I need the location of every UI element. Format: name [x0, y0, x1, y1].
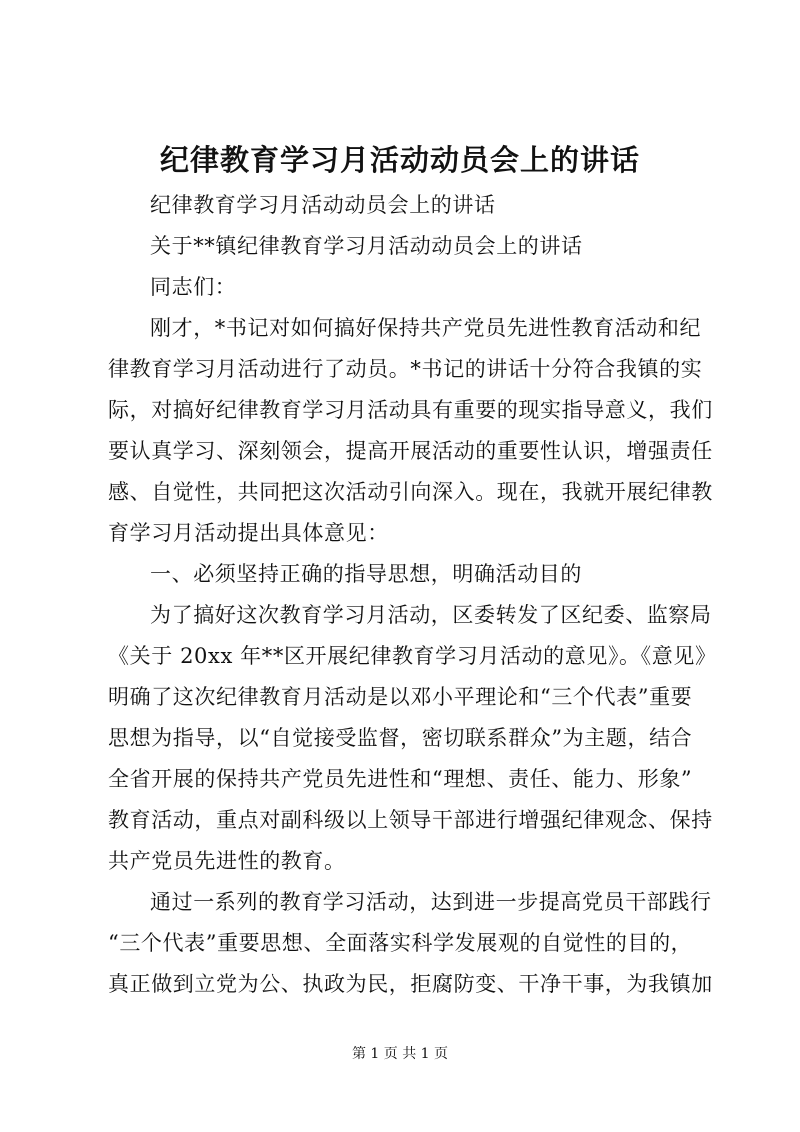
- body-text-line: 育学习月活动提出具体意见：: [108, 521, 389, 545]
- body-text-line: 感、自觉性，共同把这次活动引向深入。现在，我就开展纪律教: [108, 480, 713, 504]
- body-text-line: 思想为指导，以“自觉接受监督，密切联系群众”为主题，结合: [108, 726, 693, 750]
- body-text-line: 律教育学习月活动进行了动员。*书记的讲话十分符合我镇的实: [108, 357, 703, 381]
- body-text-line: 为了搞好这次教育学习月活动，区委转发了区纪委、监察局: [150, 603, 712, 627]
- subtitle-line: 关于**镇纪律教育学习月活动动员会上的讲话: [150, 234, 583, 258]
- salutation-line: 同志们：: [150, 275, 237, 299]
- body-text-line: 刚才，*书记对如何搞好保持共产党员先进性教育活动和纪: [150, 316, 702, 340]
- subtitle-line: 纪律教育学习月活动动员会上的讲话: [150, 193, 496, 217]
- body-text-line: 《关于 20xx 年**区开展纪律教育学习月活动的意见》。《意见》: [108, 644, 717, 668]
- body-text-line: 真正做到立党为公、执政为民，拒腐防变、干净干事，为我镇加: [108, 972, 713, 996]
- body-text-line: 际，对搞好纪律教育学习月活动具有重要的现实指导意义，我们: [108, 398, 713, 422]
- document-title: 纪律教育学习月活动动员会上的讲话: [159, 143, 640, 177]
- body-text-line: 明确了这次纪律教育月活动是以邓小平理论和“三个代表”重要: [108, 685, 693, 709]
- body-text-line: 要认真学习、深刻领会，提高开展活动的重要性认识，增强责任: [108, 439, 713, 463]
- page-number-footer: 第 1 页 共 1 页: [351, 1046, 449, 1062]
- body-text-line: 全省开展的保持共产党员先进性和“理想、责任、能力、形象”: [108, 767, 693, 791]
- body-text-line: 教育活动，重点对副科级以上领导干部进行增强纪律观念、保持: [108, 808, 713, 832]
- body-text-line: “三个代表”重要思想、全面落实科学发展观的自觉性的目的，: [108, 931, 693, 955]
- body-text-line: 共产党员先进性的教育。: [108, 849, 346, 873]
- section-heading: 一、必须坚持正确的指导思想，明确活动目的: [150, 562, 582, 586]
- body-text-line: 通过一系列的教育学习活动，达到进一步提高党员干部践行: [150, 890, 712, 914]
